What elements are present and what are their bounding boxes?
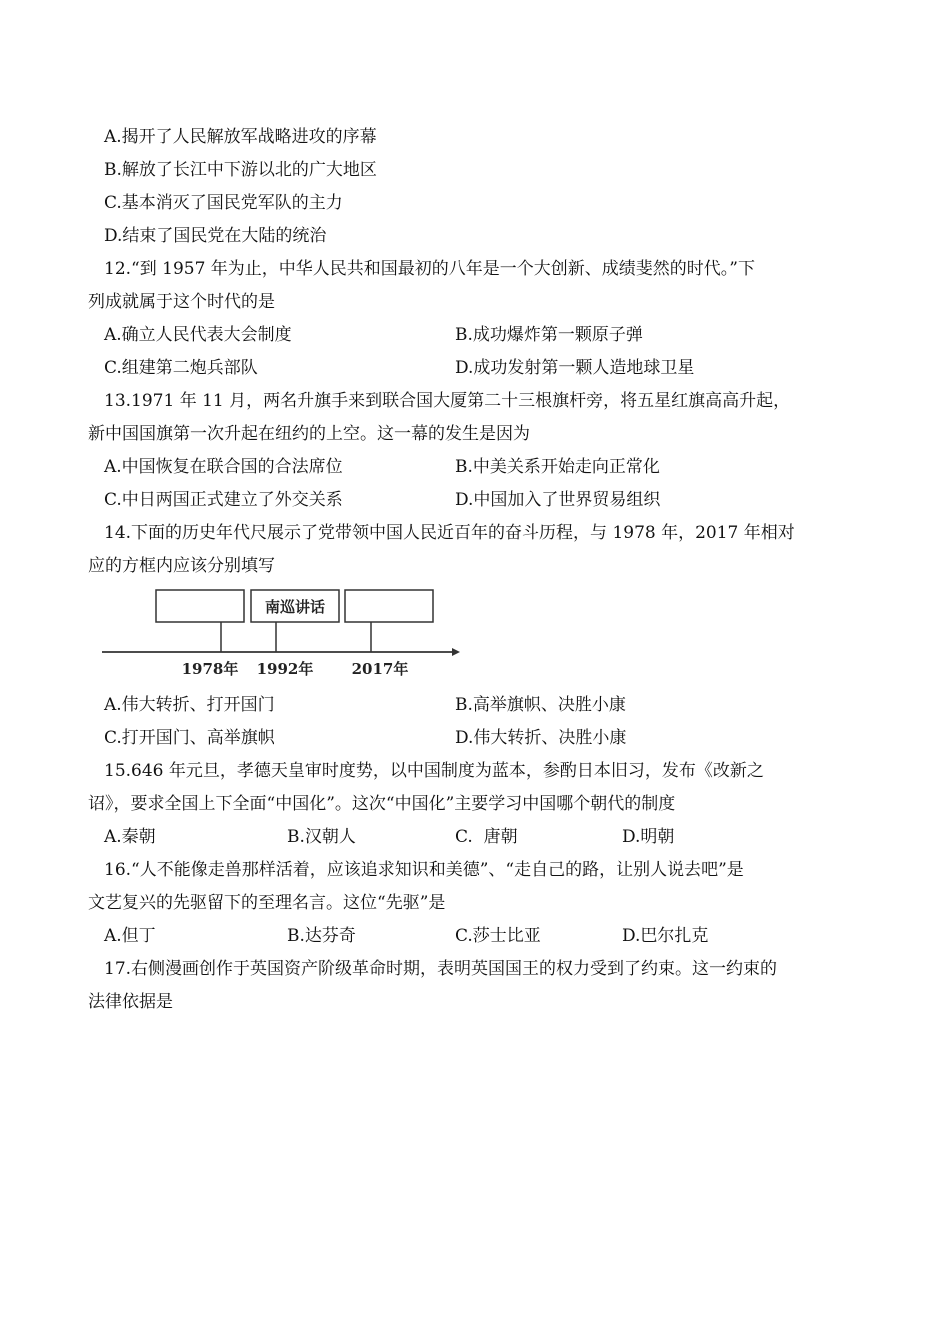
q17-stem-line1: 17.右侧漫画创作于英国资产阶级革命时期，表明英国国王的权力受到了约束。这一约束的 [104, 959, 778, 979]
q12-stem-line2: 列成就属于这个时代的是 [88, 292, 275, 312]
q16-option-a: A.但丁 [104, 926, 156, 946]
q15-stem-line1: 15.646 年元旦，孝德天皇审时度势，以中国制度为蓝本，参酌日本旧习，发布《改新之 [104, 761, 764, 781]
q16-option-b: B.达芬奇 [287, 926, 356, 946]
q12-option-b: B.成功爆炸第一颗原子弹 [455, 325, 643, 345]
timeline-box-2017 [345, 590, 433, 622]
q15-option-d: D.明朝 [622, 827, 675, 847]
timeline-box-1978 [156, 590, 244, 622]
q14-stem-line2: 应的方框内应该分别填写 [88, 556, 275, 576]
q12-option-a: A.确立人民代表大会制度 [104, 325, 292, 345]
q17-stem-line2: 法律依据是 [88, 992, 173, 1012]
timeline-year-2017: 2017年 [351, 660, 409, 678]
q12-option-c: C.组建第二炮兵部队 [104, 358, 258, 378]
q11-option-b: B.解放了长江中下游以北的广大地区 [104, 160, 377, 180]
q15-stem-line2: 诏》，要求全国上下全面“中国化”。这次“中国化”主要学习中国哪个朝代的制度 [88, 794, 676, 814]
q11-option-d: D.结束了国民党在大陆的统治 [104, 226, 327, 246]
q13-stem-line1: 13.1971 年 11 月，两名升旗手来到联合国大厦第二十三根旗杆旁，将五星红旗高高升起， [104, 391, 791, 411]
timeline-box-label: 南巡讲话 [264, 598, 326, 616]
q14-option-c: C.打开国门、高举旗帜 [104, 728, 275, 748]
q15-option-c: C. 唐朝 [455, 827, 518, 847]
q14-option-d: D.伟大转折、决胜小康 [455, 728, 627, 748]
q16-stem-line2: 文艺复兴的先驱留下的至理名言。这位“先驱”是 [88, 893, 446, 913]
q11-option-c: C.基本消灭了国民党军队的主力 [104, 193, 343, 213]
q14-option-a: A.伟大转折、打开国门 [104, 695, 275, 715]
q15-option-a: A.秦朝 [104, 827, 156, 847]
timeline-year-1992: 1992年 [256, 660, 314, 678]
q13-stem-line2: 新中国国旗第一次升起在纽约的上空。这一幕的发生是因为 [88, 424, 530, 444]
q16-option-d: D.巴尔扎克 [622, 926, 709, 946]
q11-option-a: A.揭开了人民解放军战略进攻的序幕 [104, 127, 377, 147]
q13-option-b: B.中美关系开始走向正常化 [455, 457, 660, 477]
q12-option-d: D.成功发射第一颗人造地球卫星 [455, 358, 695, 378]
q14-option-b: B.高举旗帜、决胜小康 [455, 695, 626, 715]
q14-stem-line1: 14.下面的历史年代尺展示了党带领中国人民近百年的奋斗历程，与 1978 年，2017 年相对 [104, 523, 795, 543]
q16-option-c: C.莎士比亚 [455, 926, 541, 946]
timeline-year-1978: 1978年 [181, 660, 239, 678]
q13-option-a: A.中国恢复在联合国的合法席位 [104, 457, 343, 477]
q13-option-c: C.中日两国正式建立了外交关系 [104, 490, 343, 510]
q13-option-d: D.中国加入了世界贸易组织 [455, 490, 661, 510]
q15-option-b: B.汉朝人 [287, 827, 356, 847]
q16-stem-line1: 16.“人不能像走兽那样活着，应该追求知识和美德”、“走自己的路，让别人说去吧”是 [104, 860, 744, 880]
q12-stem-line1: 12.“到 1957 年为止，中华人民共和国最初的八年是一个大创新、成绩斐然的时代。”下 [104, 259, 755, 279]
timeline-figure [100, 582, 465, 682]
